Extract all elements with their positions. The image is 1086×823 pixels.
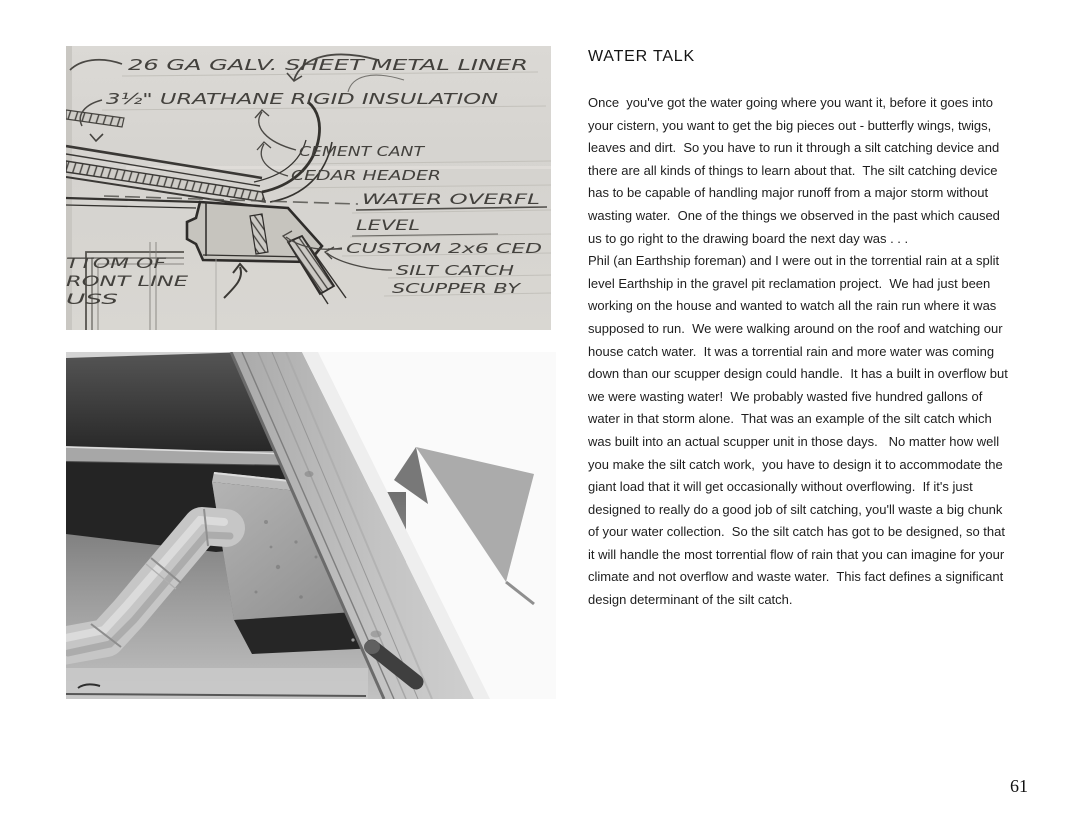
label-bottom-of: TTOM OF bbox=[66, 256, 167, 272]
label-scupper-by: SCUPPER BY bbox=[392, 281, 523, 297]
label-level: LEVEL bbox=[356, 218, 420, 234]
page-title: WATER TALK bbox=[588, 48, 695, 65]
label-truss: USS bbox=[66, 292, 118, 308]
label-custom-2x6: CUSTOM 2x6 CED bbox=[346, 241, 542, 257]
scupper-detail-sketch bbox=[66, 46, 551, 330]
body-paragraph-2: Phil (an Earthship foreman) and I were out in the torrential rain at a split level Earthship in the gravel pit reclamation project. We had just been working on the house and wanted to watch all the rain run where it was supposed to run. We were walking around on the roof and watching our house catch water. It was a torrential rain and more water was coming down than our scupper design could handle. It has a built in overflow but we were wasting water! We probably wasted five hundred gallons of water in that storm alone. That was an example of the silt catch which was built into an actual scupper unit in those days. No matter how well you make the silt catch work, you have to design it to accommodate the giant load that it will get occasionally without overflowing. If it's just designed to really do a good job of silt catching, you'll waste a big chunk of your water collection. So the silt catch has got to be designed, so that it will handle the most torrential flow of rain that you can imagine for your climate and not overflow and waste water. This fact defines a significant design determinant of the silt catch. bbox=[588, 253, 1012, 608]
label-water-overflow: WATER OVERFL bbox=[362, 192, 540, 208]
silt-catch-photo bbox=[66, 352, 556, 699]
sketch-canvas bbox=[66, 46, 551, 330]
label-insulation: 3½" URATHANE RIGID INSULATION bbox=[106, 90, 499, 108]
label-cement-cant: CEMENT CANT bbox=[299, 144, 427, 160]
article-column bbox=[588, 48, 1012, 612]
page-number: 61 bbox=[1010, 776, 1028, 796]
label-front-line: RONT LINE bbox=[66, 274, 190, 290]
photo-canvas bbox=[66, 352, 556, 699]
label-silt-catch: SILT CATCH bbox=[396, 263, 514, 279]
label-cedar-header: CEDAR HEADER bbox=[291, 168, 441, 184]
label-sheet-metal-liner: 26 GA GALV. SHEET METAL LINER bbox=[128, 56, 528, 74]
body-paragraph-1: Once you've got the water going where you want it, before it goes into your cistern, you want to get the big pieces out - butterfly wings, twigs, leaves and dirt. So you have to run it through a silt catching device and there are all kinds of things to learn about that. The silt catching device has to be capable of handling major runoff from a major storm without wasting water. One of the things we observed in the past which caused us to go right to the drawing board the next day was . . . bbox=[588, 95, 1004, 246]
